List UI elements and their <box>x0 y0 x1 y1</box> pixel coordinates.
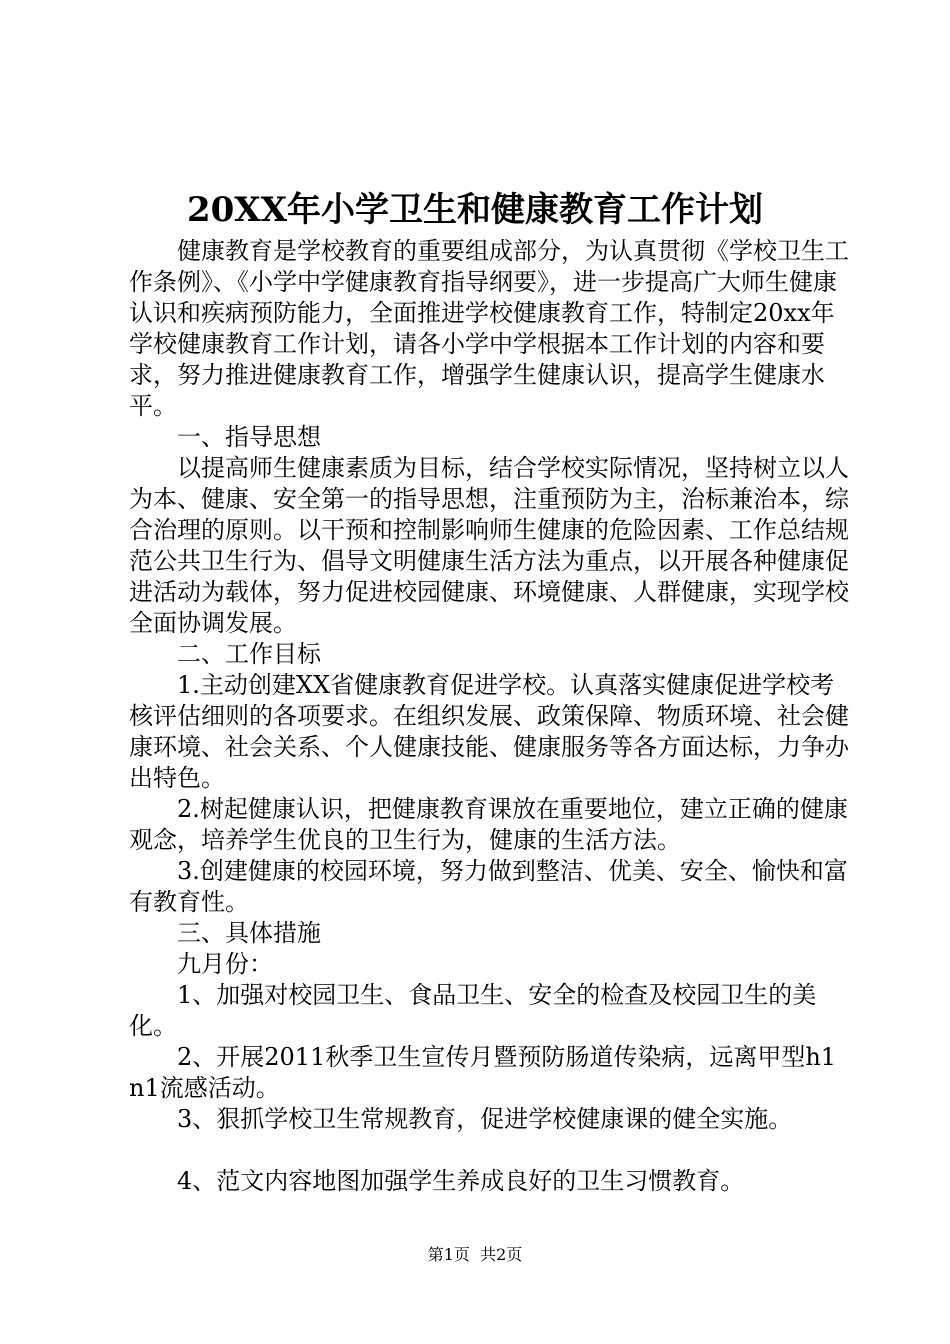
goal-item-1: 1.主动创建XX省健康教育促进学校。认真落实健康促进学校考核评估细则的各项要求。在组织发展、政策保障、物质环境、社会健康环境、社会关系、个人健康技能、健康服务等各方面达标，力争办出特色。 <box>129 671 849 792</box>
goal-item-3: 3.创建健康的校园环境，努力做到整洁、优美、安全、愉快和富有教育性。 <box>129 857 848 916</box>
guiding-ideology-paragraph: 以提高师生健康素质为目标，结合学校实际情况，坚持树立以人为本、健康、安全第一的指导思想，注重预防为主，治标兼治本，综合治理的原则。以干预和控制影响师生健康的危险因素、工作总结规范公共卫生行为、倡导文明健康生活方法为重点，以开展各种健康促进活动为载体，努力促进校园健康、环境健康、人群健康，实现学校全面协调发展。 <box>129 454 849 637</box>
measure-item-1: 1、加强对校园卫生、食品卫生、安全的检查及校园卫生的美化。 <box>129 981 817 1040</box>
blank-line <box>129 1135 849 1166</box>
document-title: 20XX年小学卫生和健康教育工作计划 <box>186 190 764 230</box>
measure-item-4: 4、范文内容地图加强学生养成良好的卫生习惯教育。 <box>177 1167 745 1195</box>
month-heading-september: 九月份： <box>177 950 273 978</box>
intro-paragraph: 健康教育是学校教育的重要组成部分，为认真贯彻《学校卫生工作条例》、《小学中学健康教育指导纲要》，进一步提高广大师生健康认识和疾病预防能力，全面推进学校健康教育工作，特制定20xx年学校健康教育工作计划，请各小学中学根据本工作计划的内容和要求，努力推进健康教育工作，增强学生健康认识，提高学生健康水平。 <box>129 237 849 420</box>
measure-item-3: 3、狠抓学校卫生常规教育，促进学校健康课的健全实施。 <box>177 1105 793 1133</box>
goal-item-2: 2.树起健康认识，把健康教育课放在重要地位，建立正确的健康观念，培养学生优良的卫生行为，健康的生活方法。 <box>129 795 848 854</box>
document-body <box>129 236 849 1197</box>
section-heading-work-goals: 二、工作目标 <box>177 640 321 668</box>
section-heading-specific-measures: 三、具体措施 <box>177 919 321 947</box>
page-footer: 第1页 共2页 <box>427 1245 523 1264</box>
measure-item-2: 2、开展2011秋季卫生宣传月暨预防肠道传染病，远离甲型h1n1流感活动。 <box>129 1043 837 1102</box>
section-heading-guiding-ideology: 一、指导思想 <box>177 423 321 451</box>
